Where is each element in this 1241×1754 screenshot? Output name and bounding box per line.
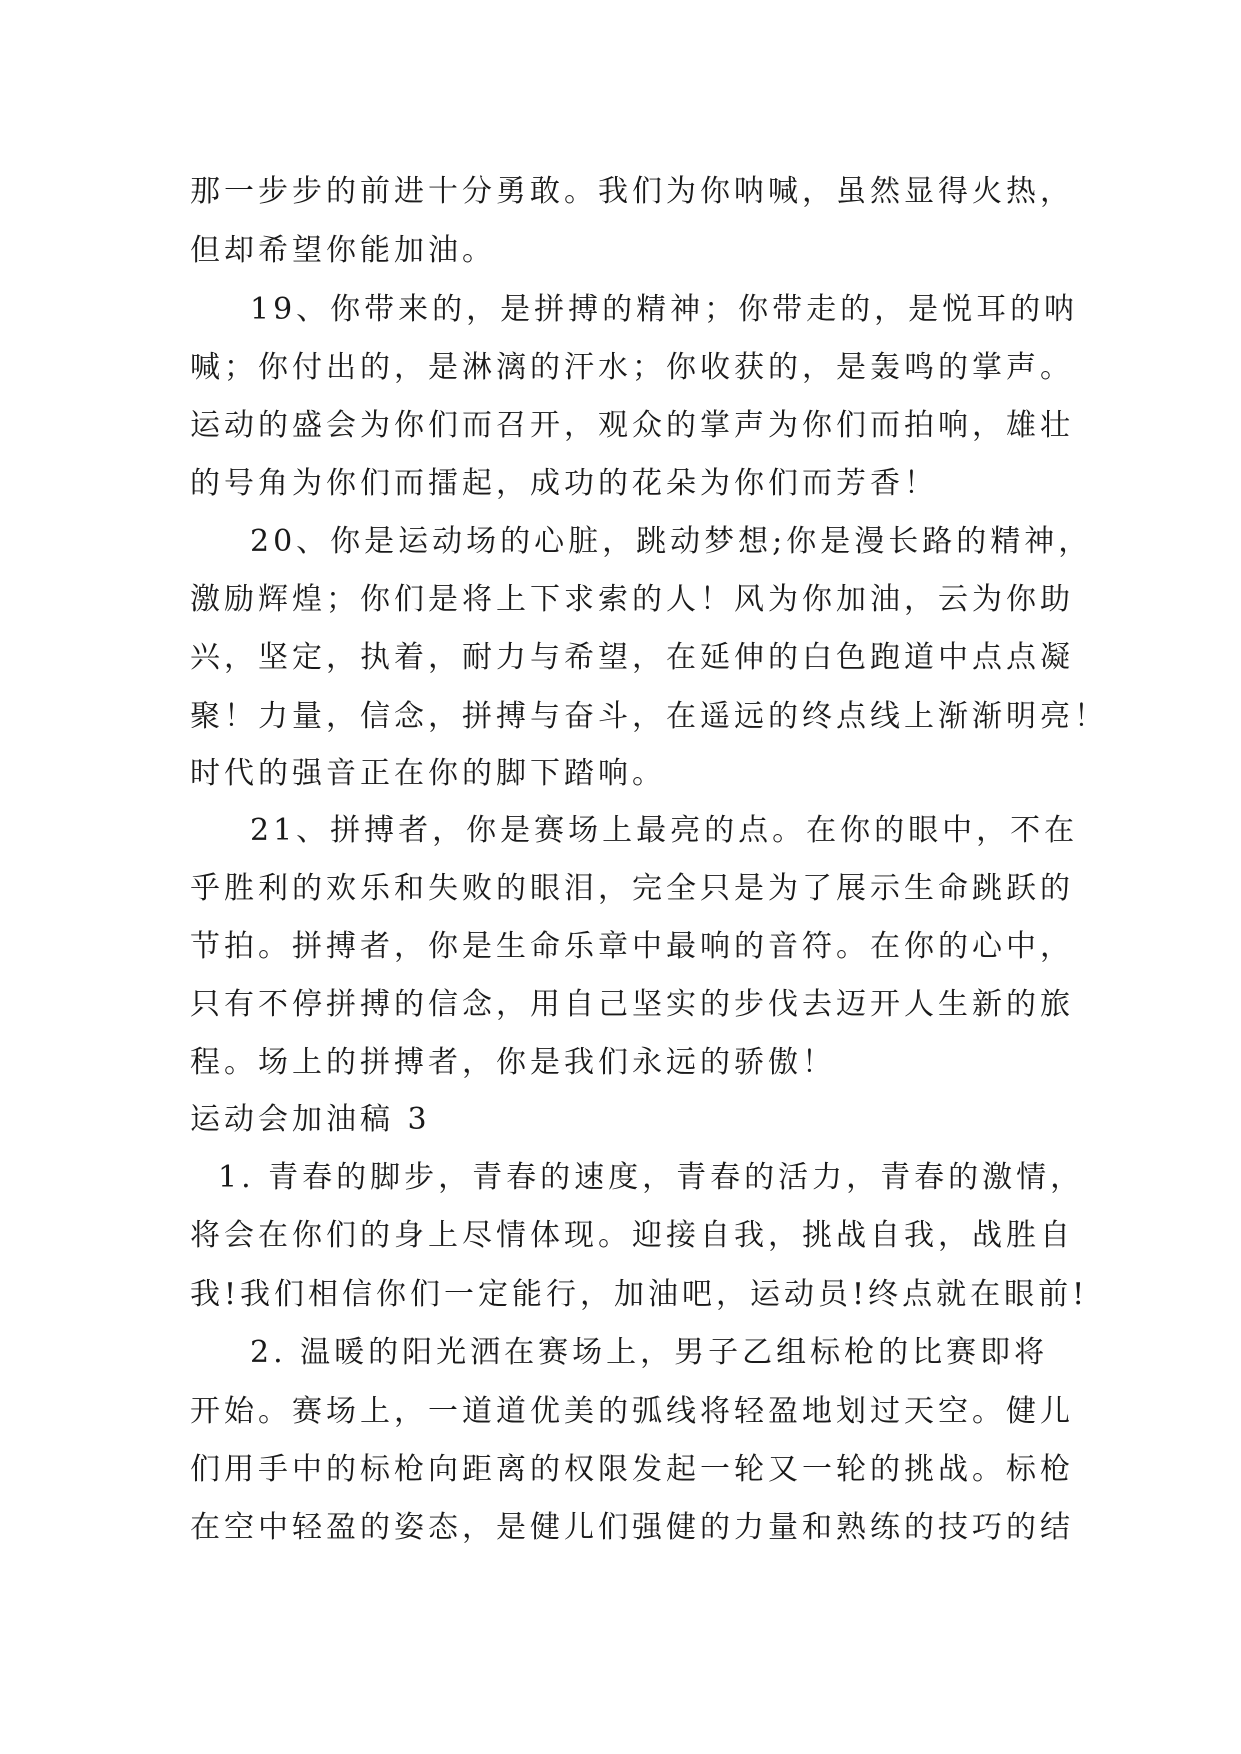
paragraph-line: 在空中轻盈的姿态，是健儿们强健的力量和熟练的技巧的结 [190,1510,1074,1545]
paragraph-line: 运动的盛会为你们而召开，观众的掌声为你们而拍响，雄壮 [190,408,1074,443]
paragraph-line: 2. 温暖的阳光洒在赛场上，男子乙组标枪的比赛即将 [250,1335,1049,1370]
paragraph-line: 们用手中的标枪向距离的权限发起一轮又一轮的挑战。标枪 [190,1452,1074,1487]
paragraph-line: 乎胜利的欢乐和失败的眼泪，完全只是为了展示生命跳跃的 [190,871,1074,906]
paragraph-line: 时代的强音正在你的脚下踏响。 [190,756,666,791]
paragraph-line: 我!我们相信你们一定能行，加油吧，运动员!终点就在眼前! [190,1277,1089,1312]
paragraph-line: 兴，坚定，执着，耐力与希望，在延伸的白色跑道中点点凝 [190,640,1074,675]
paragraph-line: 开始。赛场上，一道道优美的弧线将轻盈地划过天空。健儿 [190,1394,1074,1429]
paragraph-line: 只有不停拼搏的信念，用自己坚实的步伐去迈开人生新的旅 [190,987,1074,1022]
paragraph-line: 喊；你付出的，是淋漓的汗水；你收获的，是轰鸣的掌声。 [190,350,1074,385]
paragraph-line: 将会在你们的身上尽情体现。迎接自我，挑战自我，战胜自 [190,1218,1074,1253]
paragraph-line: 但却希望你能加油。 [190,233,496,268]
paragraph-line: 的号角为你们而擂起，成功的花朵为你们而芳香！ [190,466,938,501]
paragraph-line: 节拍。拼搏者，你是生命乐章中最响的音符。在你的心中， [190,929,1074,964]
paragraph-line: 聚！力量，信念，拼搏与奋斗，在遥远的终点线上渐渐明亮！ [190,699,1108,734]
paragraph-line: 21、拼搏者，你是赛场上最亮的点。在你的眼中，不在 [250,813,1079,848]
paragraph-line: 激励辉煌；你们是将上下求索的人！风为你加油，云为你助 [190,582,1074,617]
paragraph-line: 程。场上的拼搏者，你是我们永远的骄傲！ [190,1045,836,1080]
paragraph-line: 1. 青春的脚步，青春的速度，青春的活力，青春的激情， [218,1160,1085,1195]
paragraph-line: 19、你带来的，是拼搏的精神；你带走的，是悦耳的呐 [250,292,1079,327]
paragraph-line: 那一步步的前进十分勇敢。我们为你呐喊，虽然显得火热， [190,174,1074,209]
paragraph-line: 20、你是运动场的心脏，跳动梦想;你是漫长路的精神， [250,524,1093,559]
section-heading: 运动会加油稿 3 [190,1102,431,1137]
